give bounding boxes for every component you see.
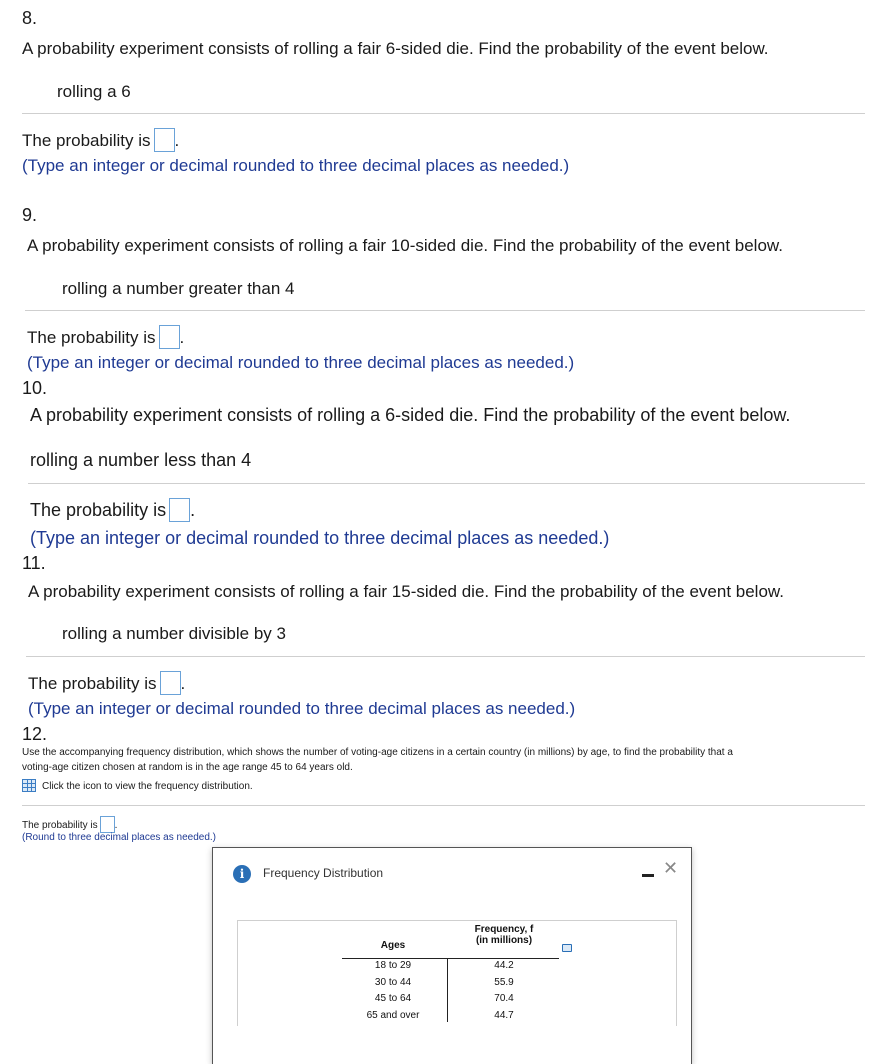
q12-icon-link-text: Click the icon to view the frequency distribution. (42, 781, 253, 792)
q11-divider (26, 656, 865, 657)
q10-question: A probability experiment consists of rolling a 6-sided die. Find the probability of the event below. (30, 405, 791, 425)
q9-answer-input[interactable] (159, 325, 180, 349)
table-header-frequency (469, 924, 539, 946)
q12-icon-link-row[interactable] (22, 779, 253, 792)
q10-answer-row: The probability is . (30, 500, 196, 520)
q12-divider (22, 805, 865, 806)
q12-number: 12. (22, 724, 48, 744)
q10-divider (28, 483, 865, 484)
minimize-button[interactable] (642, 865, 656, 881)
q11-hint: (Type an integer or decimal rounded to three decimal places as needed.) (28, 699, 576, 718)
close-icon[interactable]: ✕ (663, 858, 679, 878)
table-ages-column (351, 958, 435, 1024)
q12-hint: (Round to three decimal places as needed.) (22, 832, 217, 843)
q9-divider (25, 310, 865, 311)
q10-number: 10. (22, 378, 48, 398)
frequency-header-line1: Frequency, f (474, 924, 534, 935)
q11-event: rolling a number divisible by 3 (62, 624, 286, 643)
q11-number: 11. (22, 553, 46, 573)
q10-answer-input[interactable] (169, 498, 190, 522)
table-cell-frequency: 44.7 (494, 1009, 514, 1021)
info-icon: i (233, 865, 251, 883)
q8-divider (22, 113, 865, 114)
table-cell-age: 45 to 64 (374, 993, 412, 1004)
q11-question: A probability experiment consists of rolling a fair 15-sided die. Find the probability of the event below. (28, 582, 784, 601)
q12-question-line2: voting-age citizen chosen at random is in the age range 45 to 64 years old. (22, 762, 353, 773)
q9-hint: (Type an integer or decimal rounded to three decimal places as needed.) (27, 353, 575, 372)
q9-number: 9. (22, 205, 38, 225)
table-cell-frequency: 44.2 (494, 960, 514, 971)
q11-answer-row: The probability is . (28, 671, 185, 695)
table-cell-age: 30 to 44 (374, 976, 412, 988)
q10-event: rolling a number less than 4 (30, 450, 252, 470)
q8-hint: (Type an integer or decimal rounded to three decimal places as needed.) (22, 156, 570, 175)
q12-answer-row: The probability is . (22, 816, 117, 833)
q9-event: rolling a number greater than 4 (62, 279, 295, 298)
dialog-title: Frequency Distribution (263, 866, 384, 880)
table-cell-frequency: 55.9 (494, 976, 514, 988)
q9-answer-prefix: The probability is (27, 328, 156, 347)
q11-answer-prefix: The probability is (28, 674, 157, 693)
q12-question-line1: Use the accompanying frequency distribution, which shows the number of voting-age citizens in a certain country (in millions) by age, to find the probability that a (22, 747, 733, 758)
q12-answer-input[interactable] (100, 816, 115, 833)
q10-answer-prefix: The probability is (30, 500, 167, 520)
frequency-header-line2: (in millions) (475, 935, 533, 946)
table-cell-frequency: 70.4 (494, 993, 514, 1004)
table-frame (237, 920, 677, 1026)
q10-hint: (Type an integer or decimal rounded to three decimal places as needed.) (30, 528, 610, 548)
table-cell-age: 65 and over (366, 1009, 420, 1021)
frequency-distribution-dialog (212, 847, 692, 1064)
copy-table-icon[interactable] (562, 944, 572, 952)
q8-answer-prefix: The probability is (22, 131, 151, 150)
q8-answer-row: The probability is . (22, 128, 179, 152)
q8-number: 8. (22, 8, 38, 28)
table-column-rule (447, 958, 448, 1022)
table-grid-icon[interactable] (22, 779, 36, 792)
q12-answer-prefix: The probability is (22, 820, 98, 831)
q9-answer-row: The probability is . (27, 325, 184, 349)
table-cell-age: 18 to 29 (374, 960, 412, 971)
table-header-ages: Ages (380, 940, 406, 951)
q9-question: A probability experiment consists of rolling a fair 10-sided die. Find the probability of the event below. (27, 236, 783, 255)
table-frequency-column (479, 958, 529, 1024)
q8-answer-input[interactable] (154, 128, 175, 152)
q8-question: A probability experiment consists of rolling a fair 6-sided die. Find the probability of the event below. (22, 39, 769, 58)
q8-event: rolling a 6 (57, 82, 131, 101)
q11-answer-input[interactable] (160, 671, 181, 695)
